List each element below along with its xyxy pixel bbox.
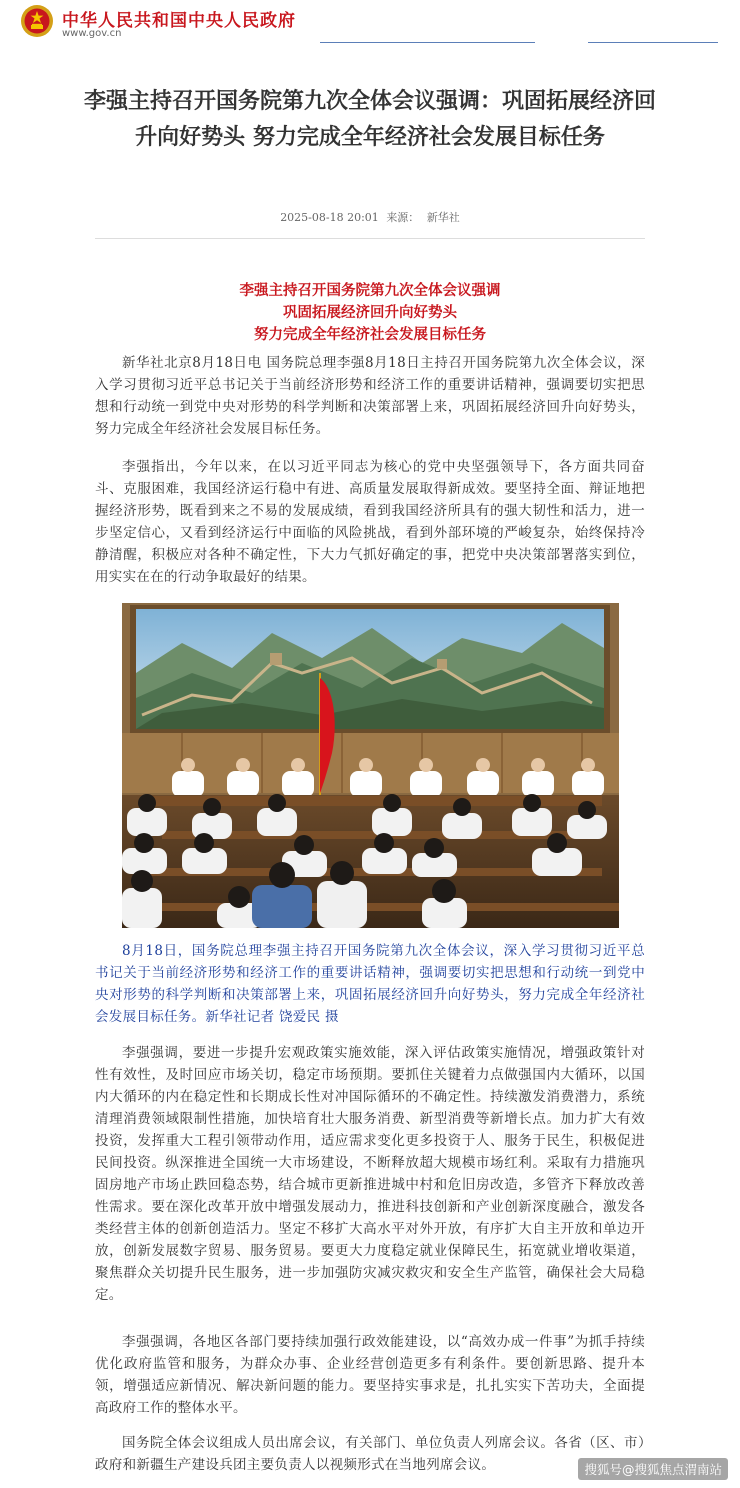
source-label: 来源： — [386, 211, 420, 224]
body-paragraph: 李强指出，今年以来，在以习近平同志为核心的党中央坚强领导下，各方面共同奋斗、克服困难，我国经济运行稳中有进、高质量发展取得新成效。要坚持全面、辩证地把握经济形势，既看到来之不易的发展成绩，看到我国经济所具有的强大韧性和活力，进一步坚定信心，又看到经济运行中面临的风险挑战，看到外部环境的严峻复杂，始终保持冷静清醒，积极应对各种不确定性，下大力气抓好确定的事，把党中央决策部署落实到位，用实实在在的行动争取最好的结果。 — [95, 459, 645, 585]
site-name[interactable]: 中华人民共和国中央人民政府 — [62, 11, 296, 31]
photo-caption: 8月18日，国务院总理李强主持召开国务院第九次全体会议，深入学习贯彻习近平总书记关于当前经济形势和经济工作的重要讲话精神，强调要切实把思想和行动统一到党中央对形势的科学判断和决策部署上来，巩固拓展经济回升向好势头，努力完成全年经济社会发展目标任务。新华社记者 饶爱民 摄 — [95, 943, 645, 1025]
article-subtitle — [0, 280, 740, 346]
national-emblem-icon[interactable] — [20, 4, 54, 38]
body-paragraph: 李强强调，各地区各部门要持续加强行政效能建设，以“高效办成一件事”为抓手持续优化政府监管和服务，为群众办事、企业经营创造更多有利条件。要创新思路、提升本领，增强适应新情况、解决新问题的能力。要坚持实事求是，扎扎实实下苦功夫，全面提高政府工作的整体水平。 — [95, 1334, 645, 1416]
meta-divider — [95, 238, 645, 239]
subtitle-line: 李强主持召开国务院第九次全体会议强调 — [239, 282, 501, 299]
source-name: 新华社 — [426, 211, 460, 224]
body-paragraph: 新华社北京8月18日电 国务院总理李强8月18日主持召开国务院第九次全体会议，深入学习贯彻习近平总书记关于当前经济形势和经济工作的重要讲话精神，强调要切实把思想和行动统一到党中央对形势的科学判断和决策部署上来，巩固拓展经济回升向好势头，努力完成全年经济社会发展目标任务。 — [95, 355, 645, 437]
header-divider — [320, 42, 535, 43]
publish-date: 2025-08-18 20:01 — [280, 211, 379, 224]
site-header — [0, 0, 740, 46]
body-paragraph: 李强强调，要进一步提升宏观政策实施效能，深入评估政策实施情况，增强政策针对性有效性，及时回应市场关切，稳定市场预期。要抓住关键着力点做强国内大循环，以国内大循环的内在稳定性和长期成长性对冲国际循环的不确定性。持续激发消费潜力，系统清理消费领域限制性措施，加快培育壮大服务消费、新型消费等新增长点。加力扩大有效投资，发挥重大工程引领带动作用，适应需求变化更多投资于人、服务于民生，积极促进民间投资。纵深推进全国统一大市场建设，不断释放超大规模市场红利。采取有力措施巩固房地产市场止跌回稳态势，结合城市更新推进城中村和危旧房改造，多管齐下释放改善性需求。要在深化改革开放中增强发展动力，推进科技创新和产业创新深度融合，激发各类经营主体的创新创造活力。坚定不移扩大高水平对外开放，有序扩大自主开放和单边开放，创新发展数字贸易、服务贸易。要更大力度稳定就业保障民生，拓宽就业增收渠道，聚焦群众关切提升民生服务，进一步加强防灾减灾救灾和安全生产监管，确保社会大局稳定。 — [95, 1045, 645, 1303]
subtitle-line: 巩固拓展经济回升向好势头 — [283, 304, 457, 321]
body-paragraph: 国务院全体会议组成人员出席会议，有关部门、单位负责人列席会议。各省（区、市）政府和新疆生产建设兵团主要负责人以视频形式在当地列席会议。 — [95, 1435, 645, 1473]
subtitle-line: 努力完成全年经济社会发展目标任务 — [254, 326, 486, 343]
meeting-photo — [122, 603, 619, 928]
article-meta — [0, 209, 740, 225]
site-url[interactable]: www.gov.cn — [62, 28, 122, 39]
article-headline: 李强主持召开国务院第九次全体会议强调：巩固拓展经济回升向好势头 努力完成全年经济社会发展目标任务 — [83, 89, 656, 150]
source-watermark: 搜狐号@搜狐焦点渭南站 — [578, 1458, 728, 1480]
header-divider — [588, 42, 718, 43]
